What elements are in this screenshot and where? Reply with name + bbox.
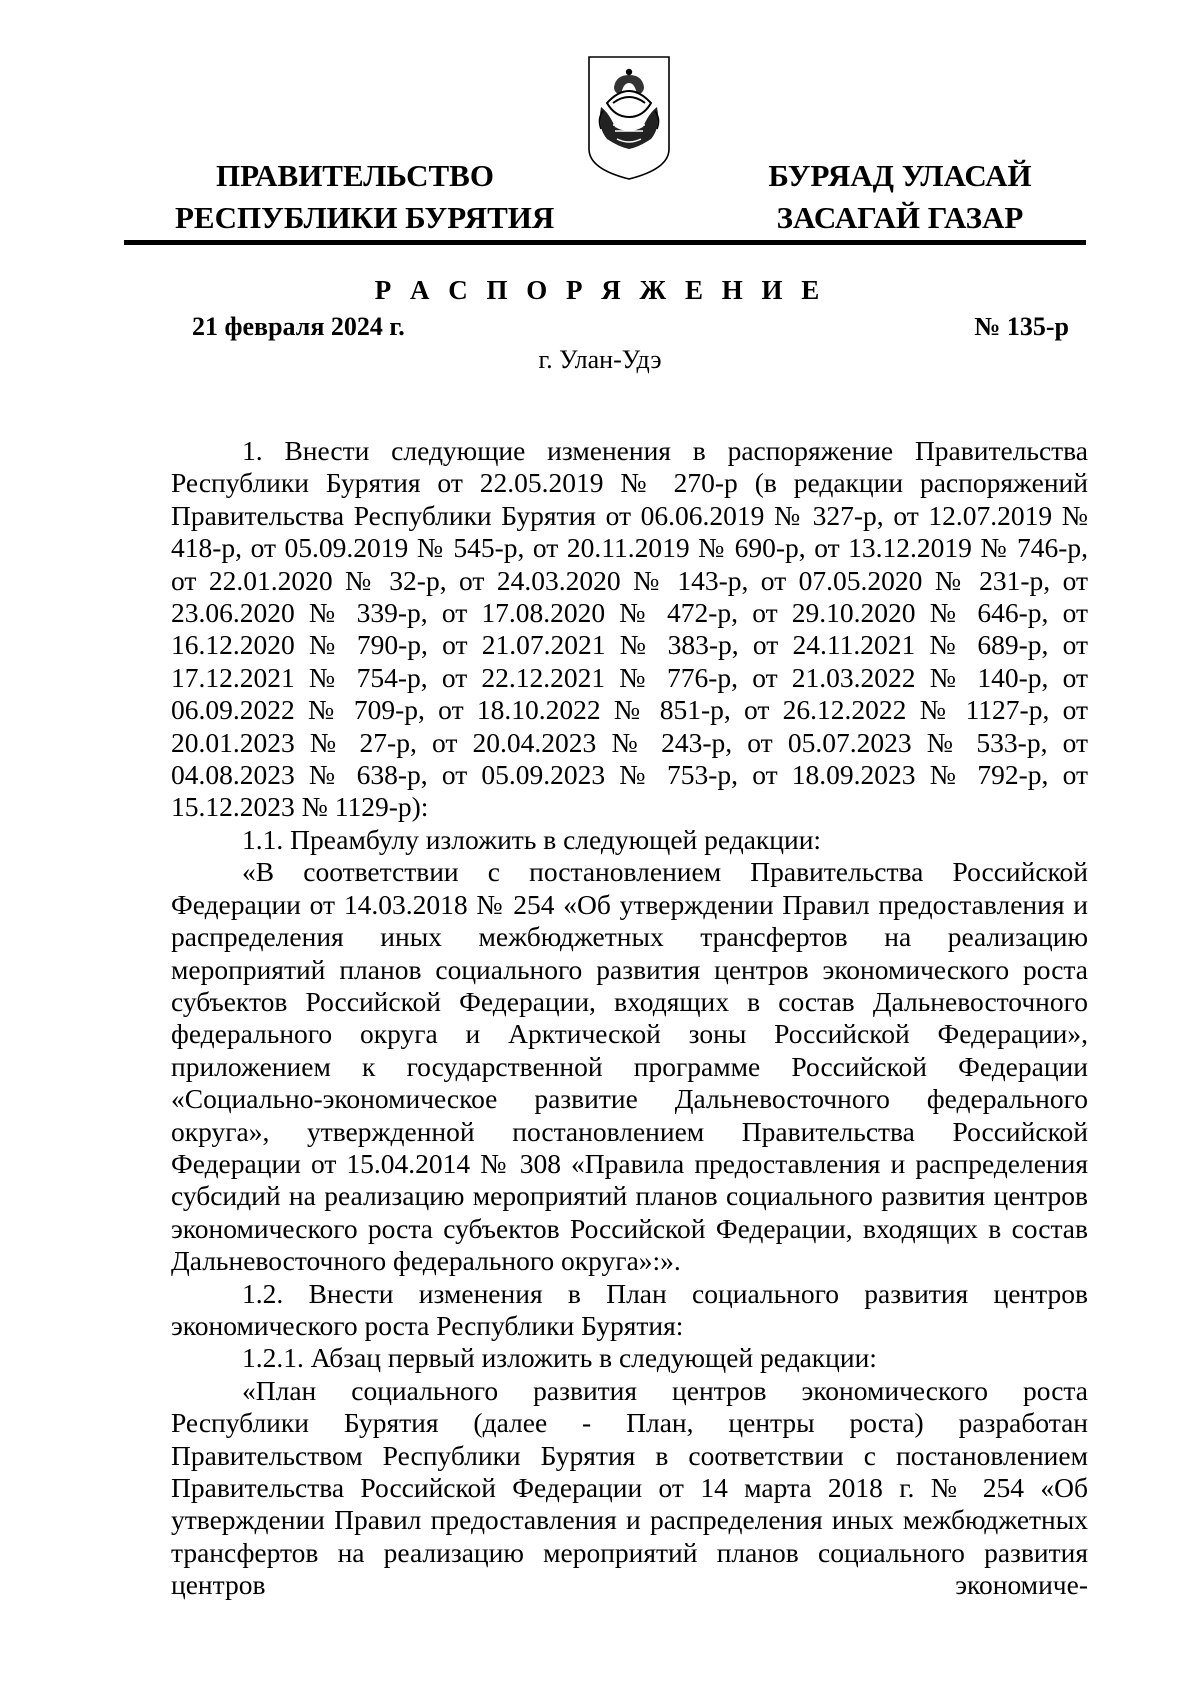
org-right-line-1: БУРЯАД УЛАСАЙ: [768, 158, 1032, 193]
header-divider: [124, 240, 1086, 245]
document-number: № 135-р: [974, 312, 1069, 341]
paragraph-1-2-1: 1.2.1. Абзац первый изложить в следующей редакции:: [242, 1342, 877, 1374]
paragraph-1-1: 1.1. Преамбулу изложить в следующей редакции:: [242, 823, 822, 855]
org-left-line-1: ПРАВИТЕЛЬСТВО: [216, 158, 494, 193]
paragraph-preamble-quote: «В соответствии с постановлением Правительства Российской Федерации от 14.03.2018 № 254 «Об утверждении Правил предоставления и распределения иных межбюджетных трансфертов на реализацию мероприятий планов социального развития центров экономического роста субъектов Российской Федерации, входящих в состав Дальневосточного федерального округа и Арктической зоны Российской Федерации», приложением к государственной программе Российской Федерации «Социально-экономическое развитие Дальневосточного федерального округа», утвержденной постановлением Правительства Российской Федерации от 15.04.2014 № 308 «Правила предоставления и распределения субсидий на реализацию мероприятий планов социального развития центров экономического роста субъектов Российской Федерации, входящих в состав Дальневосточного федерального округа»:».: [171, 856, 1088, 1277]
coat-of-arms-icon: [583, 53, 675, 183]
document-type-title: Р А С П О Р Я Ж Е Н И Е: [374, 275, 826, 305]
org-right-line-2: ЗАСАГАЙ ГАЗАР: [776, 200, 1024, 235]
issuing-authority-bua: [745, 155, 1055, 239]
org-left-line-2: РЕСПУБЛИКИ БУРЯТИЯ: [175, 200, 555, 235]
paragraph-plan-quote: «План социального развития центров экономического роста Республики Бурятия (далее - План, центры роста) разработан Правительством Республики Бурятия в соответствии с постановлением Правительства Российской Федерации от 14 марта 2018 г. № 254 «Об утверждении Правил предоставления и распределения иных межбюджетных трансфертов на реализацию мероприятий планов социального развития центров экономиче-: [171, 1374, 1088, 1601]
document-city: г. Улан-Удэ: [538, 345, 662, 374]
document-date: 21 февраля 2024 г.: [192, 312, 405, 341]
paragraph-1-2: 1.2. Внести изменения в План социального развития центров экономического роста Республики Бурятия:: [171, 1277, 1088, 1341]
issuing-authority-ru: [175, 155, 555, 239]
paragraph-1: 1. Внести следующие изменения в распоряжение Правительства Республики Бурятия от 22.05.2019 № 270-р (в редакции распоряжений Правительства Республики Бурятия от 06.06.2019 № 327-р, от 12.07.2019 № 418-р, от 05.09.2019 № 545-р, от 20.11.2019 № 690-р, от 13.12.2019 № 746-р, от 22.01.2020 № 32-р, от 24.03.2020 № 143-р, от 07.05.2020 № 231-р, от 23.06.2020 № 339-р, от 17.08.2020 № 472-р, от 29.10.2020 № 646-р, от 16.12.2020 № 790-р, от 21.07.2021 № 383-р, от 24.11.2021 № 689-р, от 17.12.2021 № 754-р, от 22.12.2021 № 776-р, от 21.03.2022 № 140-р, от 06.09.2022 № 709-р, от 18.10.2022 № 851-р, от 26.12.2022 № 1127-р, от 20.01.2023 № 27-р, от 20.04.2023 № 243-р, от 05.07.2023 № 533-р, от 04.08.2023 № 638-р, от 05.09.2023 № 753-р, от 18.09.2023 № 792-р, от 15.12.2023 № 1129-р):: [171, 435, 1088, 823]
document-body: [171, 435, 1088, 1602]
